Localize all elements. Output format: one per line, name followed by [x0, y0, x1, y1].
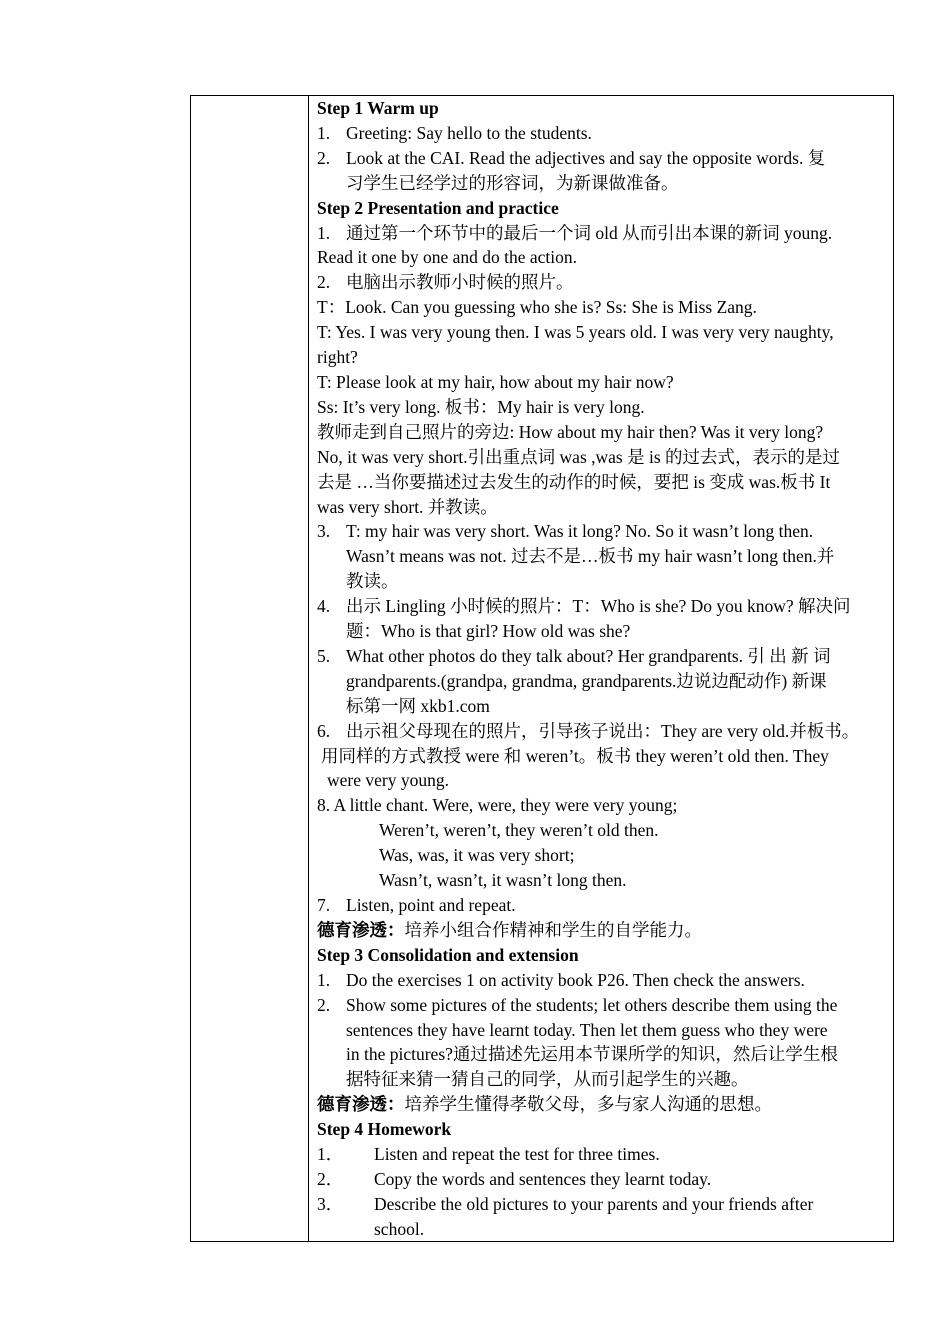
- list-item: 6. 出示祖父母现在的照片，引导孩子说出：They are very old.并板书。: [317, 720, 860, 741]
- list-item: 5. What other photos do they talk about? Her grandparents. 引 出 新 词: [317, 645, 831, 666]
- list-item-cont: 标第一网 xkb1.com: [346, 695, 490, 716]
- text-line: were very young.: [327, 770, 449, 791]
- step2-heading: Step 2 Presentation and practice: [317, 197, 559, 218]
- list-item-cont: in the pictures?通过描述先运用本节课所学的知识，然后让学生根: [346, 1044, 838, 1065]
- table-content-cell: [317, 96, 886, 1242]
- list-item: 3． Describe the old pictures to your parents and your friends after: [317, 1193, 814, 1214]
- moral-education-line: 德育渗透：培养小组合作精神和学生的自学能力。: [317, 919, 702, 940]
- list-item: 7. Listen, point and repeat.: [317, 895, 516, 915]
- list-item: 1. 通过第一个环节中的最后一个词 old 从而引出本课的新词 young.: [317, 222, 833, 243]
- list-item-cont: 教读。: [346, 571, 399, 592]
- dialog-line: T: Yes. I was very young then. I was 5 years old. I was very very naughty,: [317, 322, 834, 343]
- text-line: 去是 …当你要描述过去发生的动作的时候，要把 is 变成 was.板书 It: [317, 471, 831, 492]
- step4-heading: Step 4 Homework: [317, 1119, 452, 1140]
- list-item-cont: 习学生已经学过的形容词，为新课做准备。: [346, 172, 679, 193]
- text-line: was very short. 并教读。: [317, 496, 498, 517]
- list-item: 1. Do the exercises 1 on activity book P26. Then check the answers.: [317, 969, 805, 990]
- list-item: 2. Show some pictures of the students; let others describe them using the: [317, 994, 838, 1015]
- list-item-cont: 题：Who is that girl? How old was she?: [346, 621, 631, 642]
- list-item: 2. Look at the CAI. Read the adjectives and say the opposite words. 复: [317, 147, 826, 168]
- list-item: 4. 出示 Lingling 小时候的照片：T：Who is she? Do you know? 解决问: [317, 596, 851, 617]
- list-item: 2. 电脑出示教师小时候的照片。: [317, 272, 574, 293]
- table-left-column: [191, 96, 309, 1241]
- moral-education-line: 德育渗透：培养学生懂得孝敬父母，多与家人沟通的思想。: [317, 1094, 772, 1115]
- list-item-cont: 据特征来猜一猜自己的同学，从而引起学生的兴趣。: [346, 1069, 749, 1090]
- list-item-cont: sentences they have learnt today. Then let them guess who they were: [346, 1019, 828, 1040]
- list-item: 2． Copy the words and sentences they learnt today.: [317, 1168, 712, 1189]
- list-item: 1． Listen and repeat the test for three times.: [317, 1144, 660, 1165]
- text-line: No, it was very short.引出重点词 was ,was 是 is 的过去式，表示的是过: [317, 446, 841, 467]
- step1-heading: Step 1 Warm up: [317, 98, 439, 118]
- chant-line: 8. A little chant. Were, were, they were very young;: [317, 795, 678, 816]
- dialog-line: T：Look. Can you guessing who she is? Ss: She is Miss Zang.: [317, 297, 757, 318]
- dialog-line: T: Please look at my hair, how about my hair now?: [317, 371, 674, 392]
- chant-line: Was, was, it was very short;: [379, 845, 575, 866]
- step3-heading: Step 3 Consolidation and extension: [317, 944, 579, 965]
- list-item-cont: grandparents.(grandpa, grandma, grandparents.边说边配动作) 新课: [346, 670, 827, 691]
- text-line: 教师走到自己照片的旁边: How about my hair then? Was it very long?: [317, 421, 824, 442]
- list-item-cont: Wasn’t means was not. 过去不是…板书 my hair wasn’t long then.并: [346, 546, 835, 567]
- chant-line: Wasn’t, wasn’t, it wasn’t long then.: [379, 870, 627, 891]
- list-item: 1. Greeting: Say hello to the students.: [317, 122, 592, 143]
- text-line: 用同样的方式教授 were 和 weren’t。板书 they weren’t old then. They: [321, 745, 829, 766]
- list-item: 3. T: my hair was very short. Was it long? No. So it wasn’t long then.: [317, 521, 814, 542]
- dialog-line: right?: [317, 347, 358, 368]
- text-line: Read it one by one and do the action.: [317, 247, 577, 268]
- dialog-line: Ss: It’s very long. 板书：My hair is very long.: [317, 396, 645, 417]
- lesson-table: [190, 95, 894, 1242]
- list-item-cont: school.: [374, 1218, 425, 1239]
- chant-line: Weren’t, weren’t, they weren’t old then.: [379, 820, 659, 841]
